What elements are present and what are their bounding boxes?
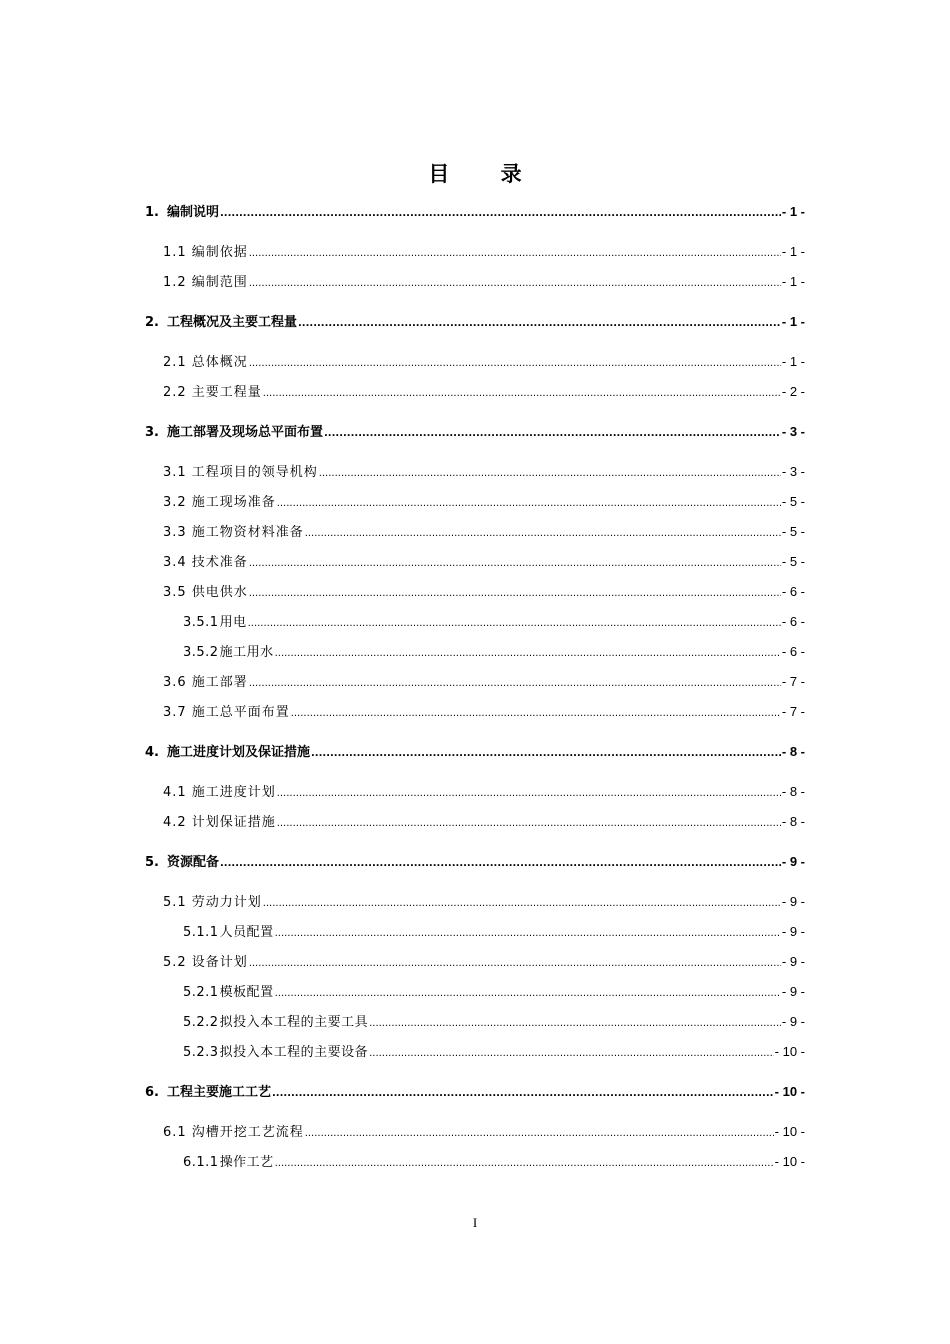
- toc-entry-title: 编制说明: [166, 205, 219, 220]
- toc-entry-number: 2.1: [163, 355, 187, 370]
- toc-entry-5-2[interactable]: [163, 953, 805, 971]
- toc-entry-title: 工程主要施工工艺: [166, 1085, 271, 1100]
- toc-entry-title: 工程项目的领导机构: [191, 465, 318, 480]
- toc-entry-page: - 5 -: [781, 554, 805, 569]
- toc-dot-leader: [305, 1125, 774, 1143]
- toc-entry-number: 3.5: [163, 585, 187, 600]
- toc-entry-page: - 1 -: [781, 274, 805, 289]
- toc-entry-4-1[interactable]: [163, 783, 805, 801]
- toc-entry-2[interactable]: [145, 313, 805, 331]
- toc-entry-number: 5.1: [163, 895, 187, 910]
- toc-entry-page: - 8 -: [781, 784, 805, 799]
- toc-entry-5-1[interactable]: [163, 893, 805, 911]
- toc-entry-number: 1.1: [163, 245, 187, 260]
- toc-entry-page: - 5 -: [781, 524, 805, 539]
- toc-entry-2-1[interactable]: [163, 353, 805, 371]
- toc-entry-5-2-3[interactable]: [183, 1043, 805, 1061]
- toc-dot-leader: [263, 385, 781, 403]
- toc-entry-4-2[interactable]: [163, 813, 805, 831]
- toc-entry-3-5[interactable]: [163, 583, 805, 601]
- toc-entry-page: - 9 -: [781, 894, 805, 909]
- toc-entry-title: 计划保证措施: [191, 815, 276, 830]
- page-number-footer: I: [472, 1215, 478, 1230]
- toc-entry-3-4[interactable]: [163, 553, 805, 571]
- toc-entry-page: - 7 -: [781, 704, 805, 719]
- toc-entry-number: 2.2: [163, 385, 187, 400]
- toc-entry-3-1[interactable]: [163, 463, 805, 481]
- toc-entry-title: 编制范围: [191, 275, 248, 290]
- toc-entry-title: 工程概况及主要工程量: [166, 315, 297, 330]
- toc-entry-page: - 1 -: [781, 204, 805, 219]
- toc-entry-3-3[interactable]: [163, 523, 805, 541]
- toc-dot-leader: [277, 785, 781, 803]
- toc-entry-page: - 9 -: [781, 984, 805, 999]
- toc-entry-title: 主要工程量: [191, 385, 262, 400]
- toc-dot-leader: [249, 275, 781, 293]
- toc-entry-title: 沟槽开挖工艺流程: [191, 1125, 304, 1140]
- toc-entry-2-2[interactable]: [163, 383, 805, 401]
- toc-entry-page: - 1 -: [781, 354, 805, 369]
- toc-entry-page: - 8 -: [781, 814, 805, 829]
- toc-entry-number: 3.5.2: [183, 645, 219, 660]
- toc-entry-page: - 9 -: [781, 954, 805, 969]
- toc-entry-5-1-1[interactable]: [183, 923, 805, 941]
- toc-entry-title: 操作工艺: [219, 1155, 274, 1170]
- toc-dot-leader: [275, 645, 781, 663]
- toc-dot-leader: [275, 1155, 774, 1173]
- toc-dot-leader: [298, 315, 781, 333]
- toc-entry-page: - 2 -: [781, 384, 805, 399]
- toc-entry-6-1[interactable]: [163, 1123, 805, 1141]
- toc-entry-number: 6.: [145, 1085, 159, 1100]
- toc-entry-page: - 8 -: [781, 744, 805, 759]
- toc-entry-title: 施工进度计划及保证措施: [166, 745, 310, 760]
- toc-dot-leader: [369, 1015, 781, 1033]
- toc-entry-number: 5.2.1: [183, 985, 219, 1000]
- toc-entry-title: 施工进度计划: [191, 785, 276, 800]
- toc-entry-3-2[interactable]: [163, 493, 805, 511]
- toc-dot-leader: [277, 495, 781, 513]
- toc-entry-page: - 10 -: [774, 1154, 805, 1169]
- toc-entry-page: - 9 -: [781, 924, 805, 939]
- toc-entry-number: 5.2.3: [183, 1045, 219, 1060]
- toc-dot-leader: [220, 855, 781, 873]
- toc-entry-number: 6.1.1: [183, 1155, 219, 1170]
- toc-entry-6-1-1[interactable]: [183, 1153, 805, 1171]
- toc-entry-title: 施工物资材料准备: [191, 525, 304, 540]
- toc-entry-number: 3.6: [163, 675, 187, 690]
- toc-entry-5-2-2[interactable]: [183, 1013, 805, 1031]
- toc-entry-title: 总体概况: [191, 355, 248, 370]
- toc-entry-number: 3.3: [163, 525, 187, 540]
- toc-entry-number: 3.: [145, 425, 159, 440]
- toc-dot-leader: [277, 815, 781, 833]
- toc-entry-page: - 3 -: [781, 464, 805, 479]
- toc-dot-leader: [311, 745, 781, 763]
- toc-entry-1-1[interactable]: [163, 243, 805, 261]
- toc-entry-title: 施工现场准备: [191, 495, 276, 510]
- toc-entry-1[interactable]: [145, 203, 805, 221]
- toc-entry-title: 施工部署: [191, 675, 248, 690]
- toc-dot-leader: [249, 585, 781, 603]
- toc-entry-number: 3.1: [163, 465, 187, 480]
- toc-entry-5[interactable]: [145, 853, 805, 871]
- toc-entry-page: - 3 -: [781, 424, 805, 439]
- toc-entry-number: 6.1: [163, 1125, 187, 1140]
- toc-dot-leader: [275, 925, 781, 943]
- toc-dot-leader: [275, 985, 781, 1003]
- toc-entry-page: - 5 -: [781, 494, 805, 509]
- toc-entry-3-5-2[interactable]: [183, 643, 805, 661]
- toc-entry-page: - 1 -: [781, 244, 805, 259]
- toc-dot-leader: [249, 245, 781, 263]
- toc-dot-leader: [220, 205, 781, 223]
- toc-entry-title: 人员配置: [219, 925, 274, 940]
- toc-entry-4[interactable]: [145, 743, 805, 761]
- toc-dot-leader: [249, 675, 781, 693]
- toc-entry-title: 施工部署及现场总平面布置: [166, 425, 323, 440]
- toc-entry-6[interactable]: [145, 1083, 805, 1101]
- toc-entry-number: 5.1.1: [183, 925, 219, 940]
- toc-entry-number: 4.: [145, 745, 159, 760]
- toc-entry-number: 3.5.1: [183, 615, 219, 630]
- toc-dot-leader: [249, 355, 781, 373]
- toc-entry-number: 4.2: [163, 815, 187, 830]
- toc-entry-number: 1.: [145, 205, 159, 220]
- toc-entry-title: 劳动力计划: [191, 895, 262, 910]
- toc-dot-leader: [319, 465, 781, 483]
- toc-entry-title: 拟投入本工程的主要工具: [219, 1015, 369, 1030]
- toc-dot-leader: [249, 955, 781, 973]
- toc-dot-leader: [305, 525, 781, 543]
- toc-entry-number: 2.: [145, 315, 159, 330]
- toc-entry-page: - 10 -: [774, 1124, 805, 1139]
- toc-entry-title: 技术准备: [191, 555, 248, 570]
- toc-dot-leader: [291, 705, 781, 723]
- toc-entry-page: - 6 -: [781, 644, 805, 659]
- toc-entry-3-6[interactable]: [163, 673, 805, 691]
- toc-entry-number: 3.4: [163, 555, 187, 570]
- toc-entry-title: 施工总平面布置: [191, 705, 290, 720]
- toc-entry-page: - 7 -: [781, 674, 805, 689]
- toc-entry-3-5-1[interactable]: [183, 613, 805, 631]
- toc-entry-title: 施工用水: [219, 645, 274, 660]
- toc-entry-page: - 6 -: [781, 614, 805, 629]
- toc-entry-page: - 10 -: [774, 1084, 805, 1099]
- toc-dot-leader: [249, 555, 781, 573]
- toc-dot-leader: [263, 895, 781, 913]
- toc-entry-title: 资源配备: [166, 855, 219, 870]
- toc-entry-3-7[interactable]: [163, 703, 805, 721]
- toc-dot-leader: [248, 615, 781, 633]
- toc-dot-leader: [324, 425, 781, 443]
- toc-entry-page: - 1 -: [781, 314, 805, 329]
- toc-entry-title: 拟投入本工程的主要设备: [219, 1045, 369, 1060]
- toc-entry-title: 用电: [219, 615, 247, 630]
- toc-entry-page: - 9 -: [781, 854, 805, 869]
- toc-entry-1-2[interactable]: [163, 273, 805, 291]
- toc-entry-title: 供电供水: [191, 585, 248, 600]
- toc-dot-leader: [272, 1085, 774, 1103]
- toc-entry-page: - 9 -: [781, 1014, 805, 1029]
- toc-entry-title: 编制依据: [191, 245, 248, 260]
- toc-entry-5-2-1[interactable]: [183, 983, 805, 1001]
- toc-entry-number: 5.: [145, 855, 159, 870]
- toc-entry-number: 3.7: [163, 705, 187, 720]
- toc-entry-number: 5.2: [163, 955, 187, 970]
- toc-entry-title: 设备计划: [191, 955, 248, 970]
- toc-entry-3[interactable]: [145, 423, 805, 441]
- toc-entry-title: 模板配置: [219, 985, 274, 1000]
- toc-entry-number: 5.2.2: [183, 1015, 219, 1030]
- toc-entry-page: - 10 -: [774, 1044, 805, 1059]
- toc-title: 目 录: [428, 161, 544, 186]
- toc-entry-number: 1.2: [163, 275, 187, 290]
- toc-entry-number: 3.2: [163, 495, 187, 510]
- toc-dot-leader: [369, 1045, 774, 1063]
- toc-entry-page: - 6 -: [781, 584, 805, 599]
- toc-entry-number: 4.1: [163, 785, 187, 800]
